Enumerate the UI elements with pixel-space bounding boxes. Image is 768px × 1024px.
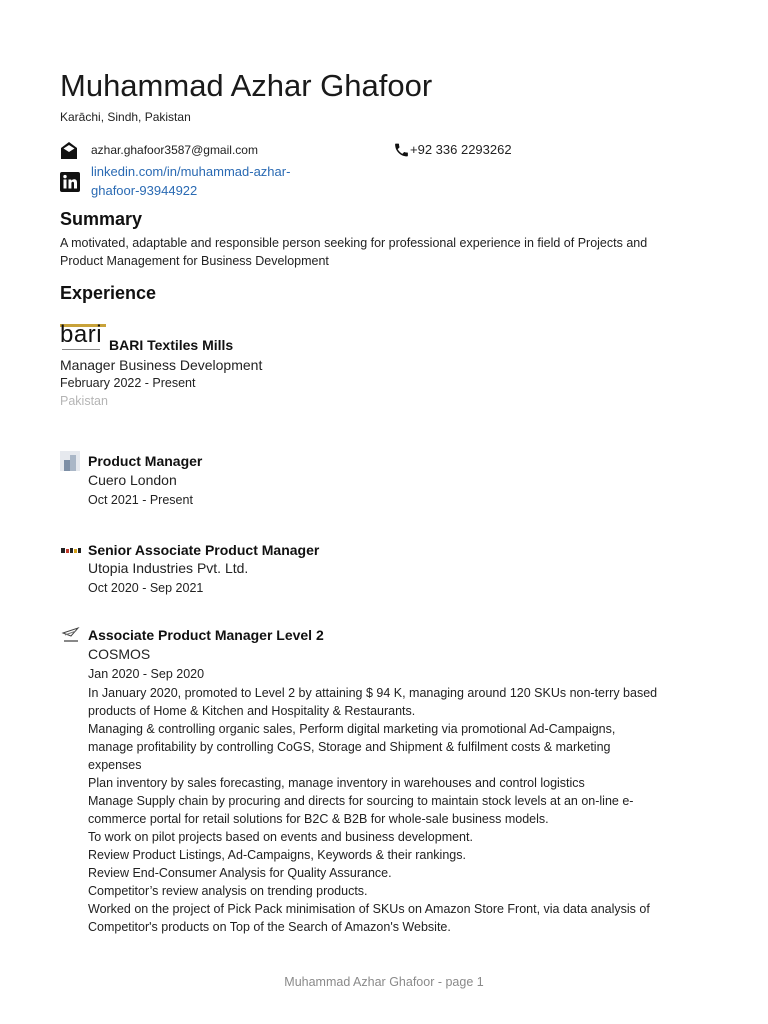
detail-line: Plan inventory by sales forecasting, manage inventory in warehouses and control logistics bbox=[88, 776, 585, 790]
linkedin-link-line1[interactable]: linkedin.com/in/muhammad-azhar- bbox=[91, 164, 291, 179]
job-location: Pakistan bbox=[60, 394, 108, 408]
job-dates: Oct 2021 - Present bbox=[88, 493, 193, 507]
summary-text bbox=[60, 234, 660, 270]
candidate-location: Karāchi, Sindh, Pakistan bbox=[60, 110, 191, 124]
job-dates: February 2022 - Present bbox=[60, 376, 196, 390]
detail-line: In January 2020, promoted to Level 2 by attaining $ 94 K, managing around 120 SKUs non-terry based bbox=[88, 686, 658, 700]
phone-icon bbox=[393, 141, 410, 159]
linkedin-link-line2[interactable]: ghafoor-93944922 bbox=[91, 183, 198, 198]
job-company: BARI Textiles Mills bbox=[109, 337, 234, 353]
detail-line: products of Home & Kitchen and Hospitality & Restaurants. bbox=[88, 704, 416, 718]
email-icon bbox=[60, 140, 78, 160]
candidate-name: Muhammad Azhar Ghafoor bbox=[60, 68, 433, 103]
job-title: Manager Business Development bbox=[60, 357, 263, 373]
page-footer: Muhammad Azhar Ghafoor - page 1 bbox=[284, 975, 484, 989]
summary-heading: Summary bbox=[60, 209, 143, 229]
utopia-logo bbox=[60, 544, 82, 556]
bari-logo-text: bari bbox=[60, 321, 103, 348]
detail-line: Managing & controlling organic sales, Perform digital marketing via promotional Ad-Campaigns, bbox=[88, 722, 616, 736]
job-dates: Oct 2020 - Sep 2021 bbox=[88, 581, 204, 595]
job-title: Senior Associate Product Manager bbox=[88, 542, 320, 558]
cuero-logo bbox=[60, 451, 80, 471]
bari-logo bbox=[60, 321, 106, 352]
detail-line: commerce portal for retail solutions for B2C & B2B for whole-sale business models. bbox=[88, 812, 549, 826]
detail-line: To work on pilot projects based on events and business development. bbox=[88, 830, 473, 844]
job-company: Cuero London bbox=[88, 472, 177, 488]
job-company: Utopia Industries Pvt. Ltd. bbox=[88, 560, 249, 576]
detail-line: Review Product Listings, Ad-Campaigns, Keywords & their rankings. bbox=[88, 848, 466, 862]
detail-line: Worked on the project of Pick Pack minimisation of SKUs on Amazon Store Front, via data analysis of bbox=[88, 902, 650, 916]
summary-text-line: A motivated, adaptable and responsible person seeking for professional experience in field of Projects and bbox=[60, 236, 648, 250]
job-title: Associate Product Manager Level 2 bbox=[88, 627, 324, 643]
linkedin-link[interactable] bbox=[91, 162, 311, 200]
job-details bbox=[88, 684, 668, 936]
email-text[interactable]: azhar.ghafoor3587@gmail.com bbox=[91, 143, 258, 157]
detail-line: Competitor's products on Top of the Search of Amazon's Website. bbox=[88, 920, 451, 934]
cosmos-logo bbox=[60, 625, 82, 645]
job-company: COSMOS bbox=[88, 646, 151, 662]
job-title: Product Manager bbox=[88, 453, 203, 469]
summary-text-line: Product Management for Business Development bbox=[60, 254, 329, 268]
job-dates: Jan 2020 - Sep 2020 bbox=[88, 667, 205, 681]
detail-line: Competitor’s review analysis on trending products. bbox=[88, 884, 368, 898]
linkedin-icon bbox=[60, 172, 80, 192]
detail-line: Manage Supply chain by procuring and directs for sourcing to maintain stock levels at an on-line e- bbox=[88, 794, 634, 808]
experience-heading: Experience bbox=[60, 283, 157, 303]
detail-line: expenses bbox=[88, 758, 142, 772]
detail-line: Review End-Consumer Analysis for Quality Assurance. bbox=[88, 866, 392, 880]
detail-line: manage profitability by controlling CoGS, Storage and Shipment & fulfilment costs & marketing bbox=[88, 740, 611, 754]
phone-text: +92 336 2293262 bbox=[410, 142, 512, 157]
